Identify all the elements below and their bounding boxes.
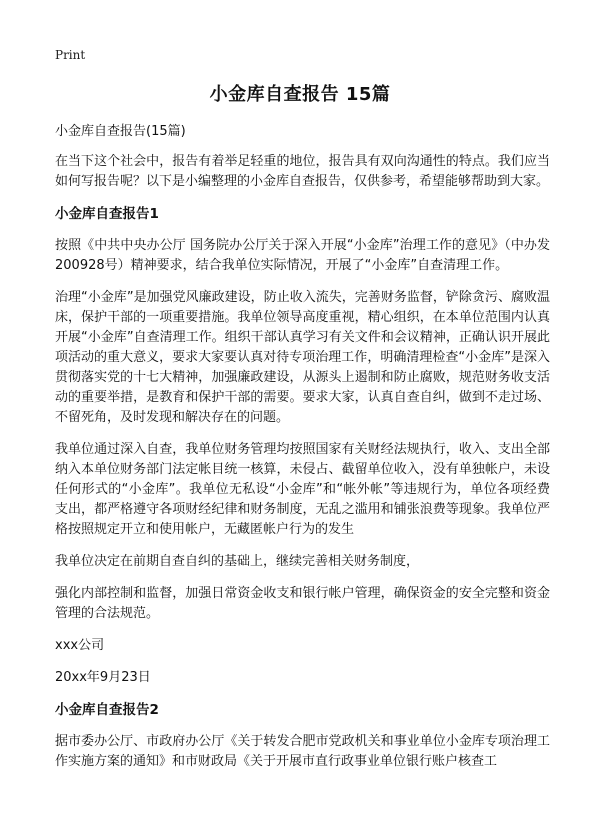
- signature-company: xxx公司: [55, 638, 105, 653]
- document-subtitle: 小金库自查报告(15篇): [55, 124, 186, 139]
- signature-date: 20xx年9月23日: [55, 670, 151, 685]
- section1-paragraph: 治理“小金库”是加强党风廉政建设，防止收入流失，完善财务监督，铲除贪污、腐败温床，保护干部的一项重要措施。我单位领导高度重视，精心组织，在本单位范围内认真开展“小金库”自查清理工作。组织干部认真学习有关文件和会议精神，正确认识开展此项活动的重大意义，要求大家要认真对待专项治理工作，明确清理检查“小金库”是深入贯彻落实党的十七大精神，加强廉政建设，从源头上遏制和防止腐败，规范财务收支活动的重要举措，是教育和保护干部的需要。要求大家，认真自查自纠，做到不走过场、不留死角，及时发现和解决存在的问题。: [55, 290, 550, 425]
- document-body: [55, 122, 550, 784]
- intro-paragraph: 在当下这个社会中，报告有着举足轻重的地位，报告具有双向沟通性的特点。我们应当如何写报告呢？以下是小编整理的小金库自查报告，仅供参考，希望能够帮助到大家。: [55, 154, 550, 189]
- section1-paragraph: 按照《中共中央办公厅 国务院办公厅关于深入开展“小金库”治理工作的意见》（中办发200928号）精神要求，结合我单位实际情况，开展了“小金库”自查清理工作。: [55, 238, 550, 273]
- section-heading-1: 小金库自查报告1: [55, 206, 159, 222]
- section1-paragraph: 我单位决定在前期自查自纠的基础上，继续完善相关财务制度，: [55, 554, 420, 569]
- section2-paragraph: 据市委办公厅、市政府办公厅《关于转发合肥市党政机关和事业单位小金库专项治理工作实施方案的通知》和市财政局《关于开展市直行政事业单位银行账户核查工: [55, 734, 550, 769]
- section1-paragraph: 强化内部控制和监督，加强日常资金收支和银行帐户管理，确保资金的安全完整和资金管理的合法规范。: [55, 586, 550, 621]
- section-heading-2: 小金库自查报告2: [55, 702, 159, 718]
- section1-paragraph: 我单位通过深入自查，我单位财务管理均按照国家有关财经法规执行，收入、支出全部纳入本单位财务部门法定帐目统一核算，未侵占、截留单位收入，没有单独帐户，未设任何形式的“小金库”。我单位无私设“小金库”和“帐外帐”等违规行为，单位各项经费支出，都严格遵守各项财经纪律和财务制度，无乱之滥用和铺张浪费等现象。我单位严格按照规定开立和使用帐户，无藏匿帐户行为的发生: [55, 442, 550, 537]
- document-title: 小金库自查报告 15篇: [209, 84, 391, 105]
- print-label: Print: [55, 48, 86, 62]
